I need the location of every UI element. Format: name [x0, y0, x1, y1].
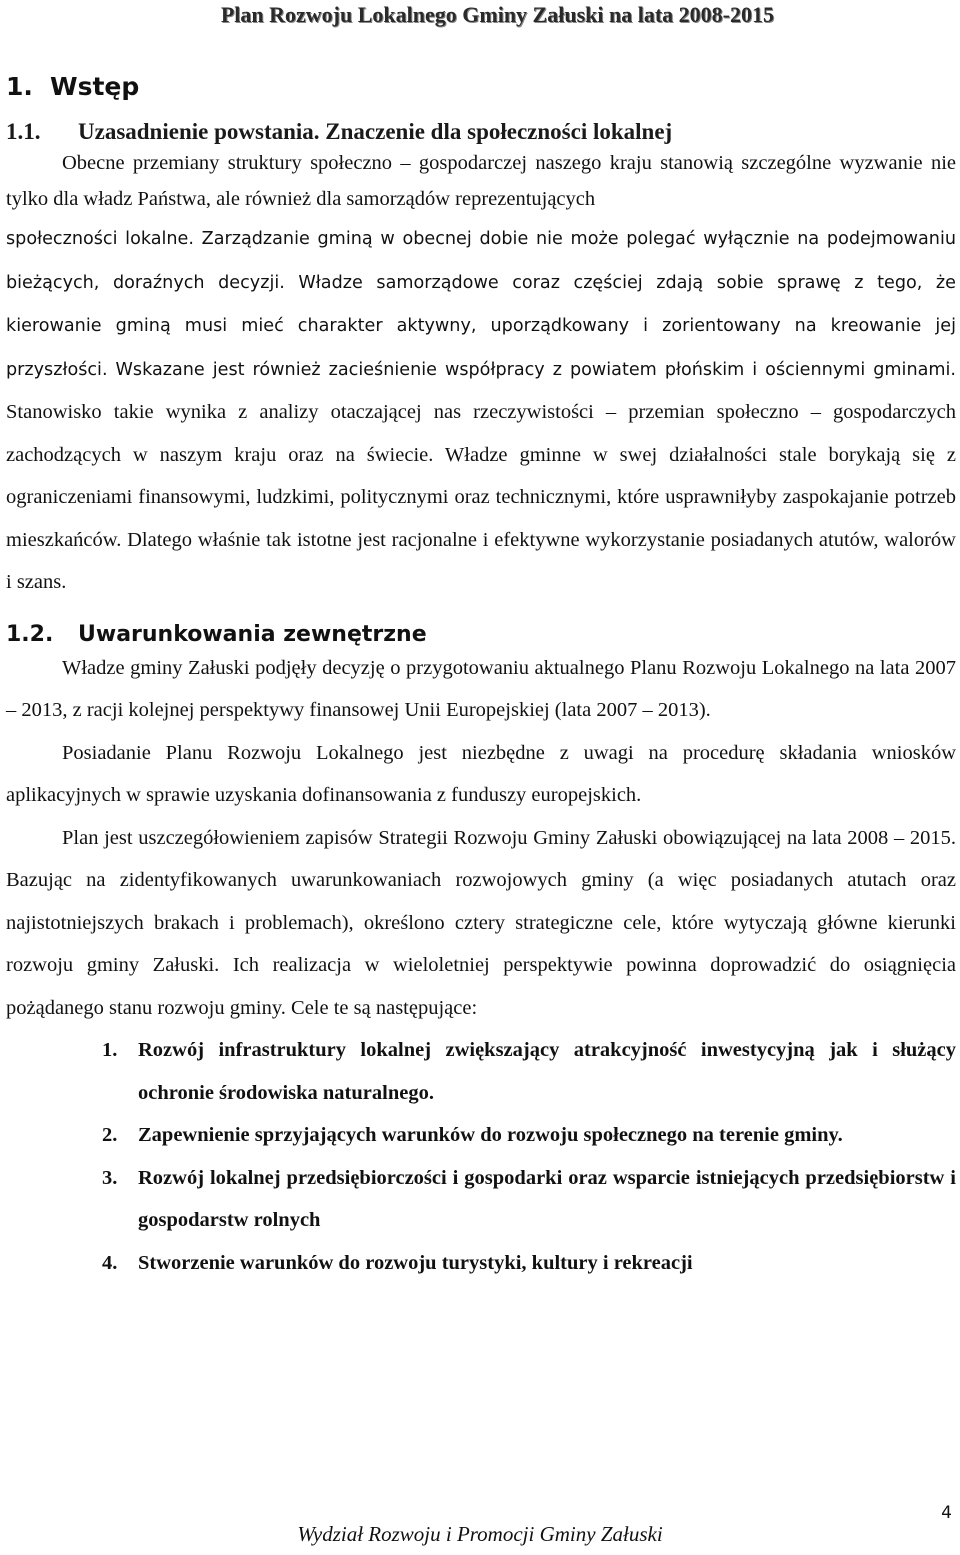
paragraph: [6, 647, 956, 732]
paragraph-text: Plan jest uszczegółowieniem zapisów Strategii Rozwoju Gminy Załuski obowiązującej na lata 2008 – 2015. Bazując na zidentyfikowanych uwarunkowaniach rozwojowych gminy (a więc posiadanych atutach oraz najistotniejszych brakach i problemach), określono cztery strategiczne cele, które wytyczają główne kierunki rozwoju gminy Załuski. Ich realizacja w wieloletniej perspektywie powinna doprowadzić do osiągnięcia pożądanego stanu rozwoju gminy. Cele te są następujące:: [6, 826, 956, 1019]
goals-list: [6, 1029, 956, 1284]
running-header: [0, 2, 960, 28]
list-item: [6, 1114, 956, 1157]
paragraph: [6, 145, 956, 217]
list-item: [6, 1029, 956, 1114]
list-item-text: Rozwój infrastruktury lokalnej zwiększający atrakcyjność inwestycyjną jak i służący ochronie środowiska naturalnego.: [138, 1039, 956, 1104]
paragraph-text: Stanowisko takie wynika z analizy otaczającej nas rzeczywistości – przemian społeczno – gospodarczych zachodzących w naszym kraju oraz na świecie. Władze gminne w swej działalności stale borykają się z ograniczeniami finansowymi, ludzkimi, politycznymi oraz technicznymi, które usprawniłyby zaspokajanie potrzeb mieszkańców. Dlatego właśnie tak istotne jest racjonalne i efektywne wykorzystanie posiadanych atutów, walorów i szans.: [6, 401, 956, 593]
running-footer: Wydział Rozwoju i Promocji Gminy Załuski: [297, 1522, 663, 1546]
paragraph-text: społeczności lokalne. Zarządzanie gminą w obecnej dobie nie może polegać wyłącznie na podejmowaniu bieżących, doraźnych decyzji. Władze samorządowe coraz częściej zdają sobie sprawę z tego, że kierowanie gminą musi mieć charakter aktywny, uporządkowany i zorientowany na kreowanie jej przyszłości. Wskazane jest również zacieśnienie współpracy z powiatem płońskim i ościennymi gminami.: [6, 229, 956, 380]
document-body: [6, 72, 956, 1284]
paragraph: [6, 817, 956, 1030]
section-number: 1.1.: [6, 119, 41, 144]
list-number: 4.: [102, 1251, 118, 1274]
page-number: 4: [941, 1503, 952, 1523]
section-title: Uwarunkowania zewnętrzne: [78, 621, 427, 647]
header-title: Plan Rozwoju Lokalnego Gminy Załuski na lata 2008-2015: [220, 2, 774, 27]
section-heading-1-1: [6, 119, 956, 145]
list-item: [6, 1157, 956, 1242]
section-title: Uzasadnienie powstania. Znaczenie dla społeczności lokalnej: [78, 119, 673, 144]
list-number: 1.: [102, 1039, 118, 1061]
section-heading-1: [6, 72, 956, 101]
section-heading-1-2: [6, 622, 956, 647]
list-item-text: Zapewnienie sprzyjających warunków do rozwoju społecznego na terenie gminy.: [138, 1124, 843, 1146]
list-item-text: Rozwój lokalnej przedsiębiorczości i gospodarki oraz wsparcie istniejących przedsiębiorstw i gospodarstw rolnych: [138, 1166, 956, 1231]
list-number: 3.: [102, 1166, 118, 1189]
paragraph: [6, 217, 956, 604]
paragraph: [6, 732, 956, 817]
paragraph-text: Posiadanie Planu Rozwoju Lokalnego jest niezbędne z uwagi na procedurę składania wniosków aplikacyjnych w sprawie uzyskania dofinansowania z funduszy europejskich.: [6, 741, 956, 806]
section-number: 1.2.: [6, 621, 54, 647]
list-number: 2.: [102, 1124, 118, 1146]
section-number: 1.: [6, 72, 33, 101]
list-item: [6, 1242, 956, 1285]
paragraph-text: Obecne przemiany struktury społeczno – gospodarczej naszego kraju stanowią szczególne wyzwanie nie tylko dla władz Państwa, ale również dla samorządów reprezentujących: [6, 152, 956, 210]
section-title: Wstęp: [50, 72, 140, 101]
list-item-text: Stworzenie warunków do rozwoju turystyki, kultury i rekreacji: [138, 1251, 693, 1274]
paragraph-text: Władze gminy Załuski podjęły decyzję o przygotowaniu aktualnego Planu Rozwoju Lokalnego na lata 2007 – 2013, z racji kolejnej perspektywy finansowej Unii Europejskiej (lata 2007 – 2013).: [6, 656, 956, 721]
